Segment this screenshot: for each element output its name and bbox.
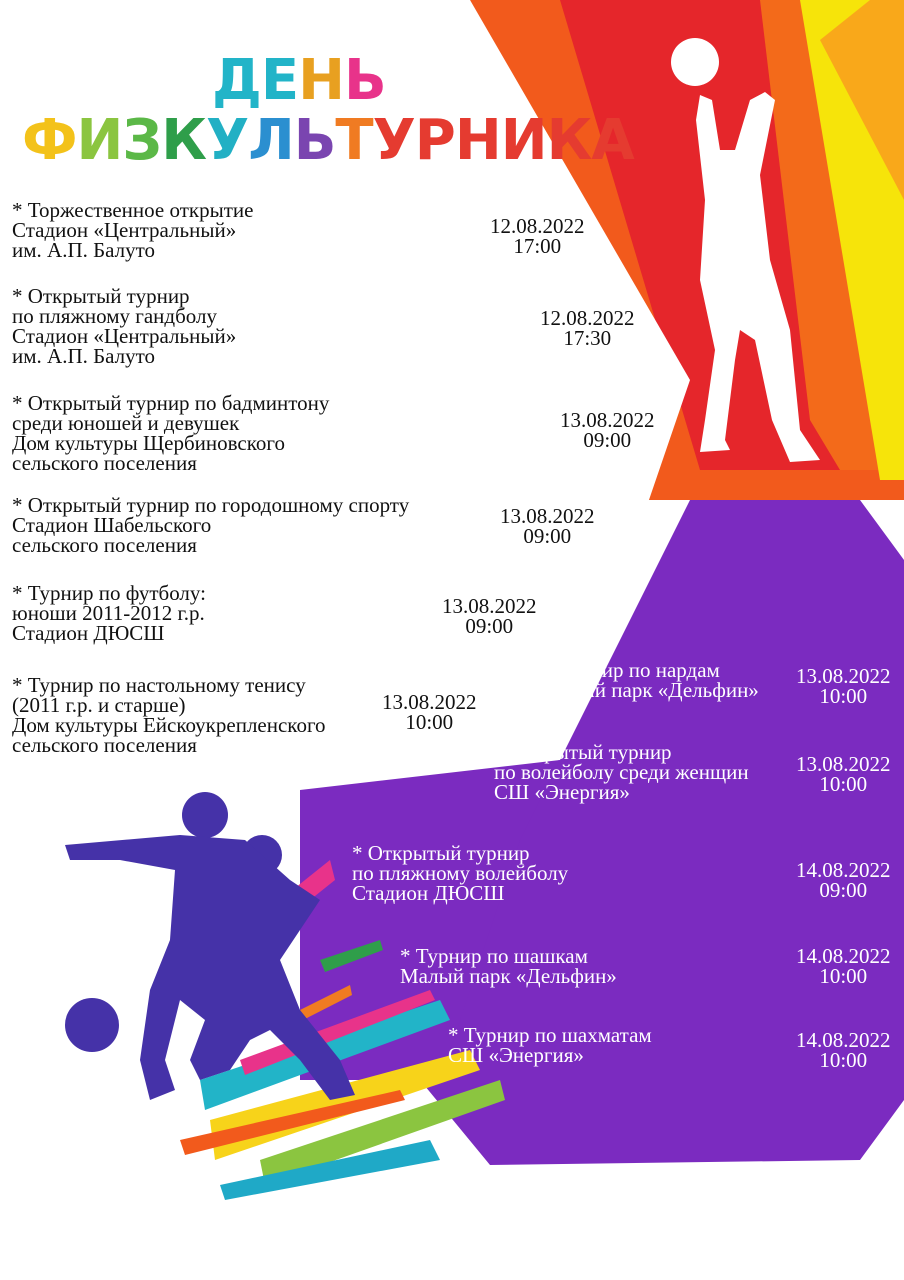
title-letter: И <box>76 108 123 173</box>
event-date: 13.08.2022 10:00 <box>382 690 477 734</box>
event-name: * Открытый турнир по бадминтону среди юношей и девушек Дом культуры Щербиновского сельского поселения <box>12 391 330 475</box>
title-letter: Р <box>414 108 455 173</box>
event-name: * Торжественное открытие Стадион «Центральный» им. А.П. Балуто <box>12 198 254 262</box>
event-date: 14.08.2022 10:00 <box>796 944 891 988</box>
event-name: * Открытый турнир по пляжному гандболу Стадион «Центральный» им. А.П. Балуто <box>12 284 237 368</box>
event-date: 12.08.2022 17:00 <box>490 214 585 258</box>
title-letter: Т <box>335 108 373 173</box>
title-letter: У <box>206 108 249 173</box>
title-letter: Ф <box>22 108 77 173</box>
title-letter: К <box>161 108 206 173</box>
volleyball-icon <box>671 38 719 86</box>
event-name: * Турнир по нардам Малый парк «Дельфин» <box>542 658 759 702</box>
event-name: * Турнир по футболу: юноши 2011-2012 г.р. Стадион ДЮСШ <box>12 581 206 645</box>
title-letter: Ь <box>344 48 386 113</box>
title-line-2 <box>22 108 634 173</box>
event-date: 13.08.2022 10:00 <box>796 664 891 708</box>
title-letter: И <box>500 108 547 173</box>
event-date: 13.08.2022 09:00 <box>500 504 595 548</box>
football-icon <box>65 998 119 1052</box>
event-date: 12.08.2022 17:30 <box>540 306 635 350</box>
title-letter: Л <box>248 108 294 173</box>
title-letter: К <box>546 108 592 173</box>
title-letter: Н <box>454 108 501 173</box>
event-date: 14.08.2022 10:00 <box>796 1028 891 1072</box>
event-date: 13.08.2022 09:00 <box>560 408 655 452</box>
event-date: 13.08.2022 10:00 <box>796 752 891 796</box>
event-name: * Открытый турнир по пляжному волейболу Стадион ДЮСШ <box>352 841 569 905</box>
event-name: * Турнир по шашкам Малый парк «Дельфин» <box>400 944 617 988</box>
title-letter: Д <box>212 48 261 113</box>
title-letter: Е <box>260 48 299 113</box>
title-letter: А <box>591 108 634 173</box>
event-name: * Открытый турнир по городошному спорту Стадион Шабельского сельского поселения <box>12 493 410 557</box>
event-date: 14.08.2022 09:00 <box>796 858 891 902</box>
event-name: * Открытый турнир по волейболу среди женщин СШ «Энергия» <box>494 740 749 804</box>
event-name: * Турнир по настольному тенису (2011 г.р. и старше) Дом культуры Ейскоукрепленского сельского поселения <box>12 673 326 757</box>
title-letter: Ь <box>293 108 336 173</box>
title-letter: З <box>122 108 162 173</box>
title-line-1 <box>212 48 386 113</box>
event-name: * Турнир по шахматам СШ «Энергия» <box>448 1023 652 1067</box>
title-letter: У <box>372 108 415 173</box>
title-letter: Н <box>298 48 345 113</box>
event-date: 13.08.2022 09:00 <box>442 594 537 638</box>
